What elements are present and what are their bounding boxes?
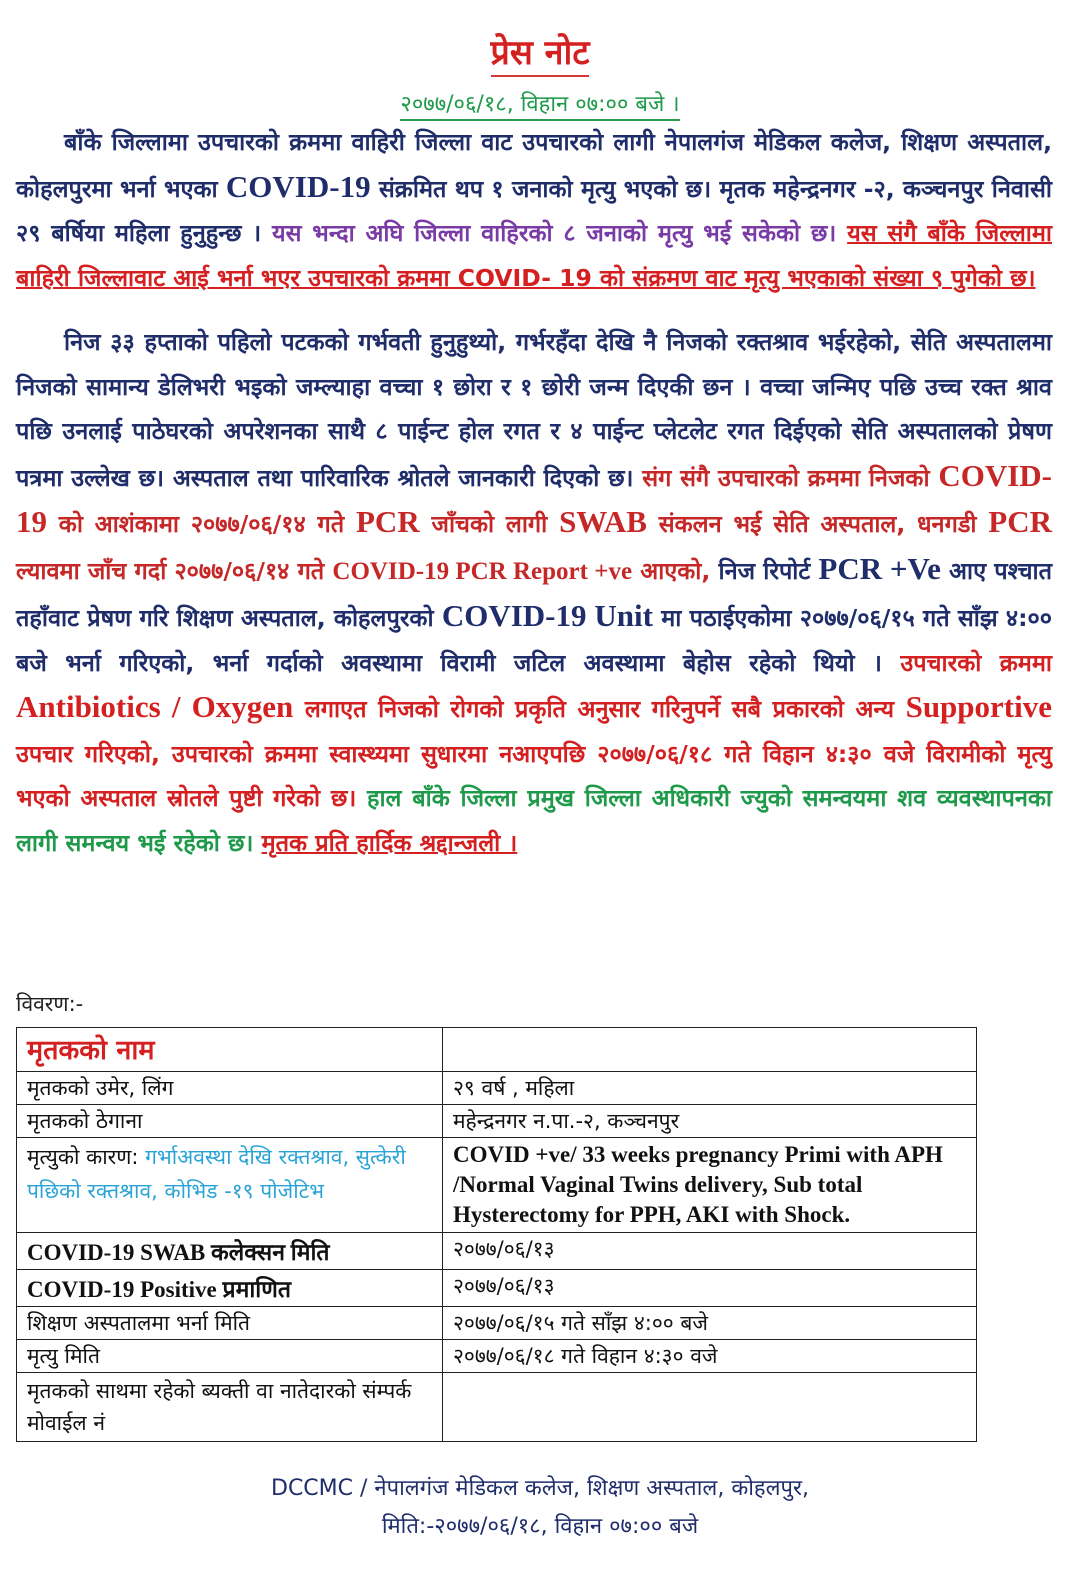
row-key-name: मृतकको नाम	[17, 1028, 443, 1072]
test-text-5: ल्यावमा जाँच गर्दा २०७७/०६/१४ गते	[16, 556, 333, 585]
row-key-positive-date: COVID-19 Positive प्रमाणित	[17, 1270, 443, 1307]
row-value-address: महेन्द्रनगर न.पा.-२, कञ्चनपुर	[443, 1105, 977, 1138]
details-label: विवरण:-	[16, 992, 84, 1016]
covid-term: COVID-19	[225, 168, 371, 204]
row-value-death-date: २०७७/०६/१८ गते विहान ४:३० वजे	[443, 1340, 977, 1373]
summary-text-1: बाँके जिल्लामा उपचारको क्रममा वाहिरी जिल्ला वाट उपचारको लागी नेपालगंज मेडिकल कलेज, शिक्षण अस्पताल, कोहलपुरमा भर्ना भएका	[16, 128, 1052, 203]
history-text: निज ३३ हप्ताको पहिलो पटकको गर्भवती हुनुहुथ्यो, गर्भरहँदा देखि नै निजको रक्तश्राव भईरहेको, सेति अस्पतालमा निजको सामान्य डेलिभरी भइको जम्ल्याहा वच्चा १ छोरा र १ छोरी जन्म दिएकी छन । वच्चा जन्मिए पछि उच्च रक्त श्राव पछि उनलाई पाठेघरको अपरेशनका साथै ८ पाईन्ट होल रगत र ४ पाईन्ट प्लेटलेट रगत दिईएको सेति अस्पतालको प्रेषण पत्रमा उल्लेख छ। अस्पताल तथा पारिवारिक श्रोतले जानकारी दिएको छ।	[16, 328, 1052, 492]
row-value-positive-date: २०७७/०६/१३	[443, 1270, 977, 1307]
date-text: २०७७/०६/१८, विहान ०७:०० बजे ।	[400, 92, 679, 121]
paragraph-details	[16, 320, 1052, 865]
table-row	[17, 1105, 977, 1138]
row-key-death-date: मृत्यु मिति	[17, 1340, 443, 1373]
cause-label: मृत्युको कारण:	[27, 1145, 139, 1169]
table-row	[17, 1270, 977, 1307]
row-key-contact: मृतकको साथमा रहेको ब्यक्ती वा नातेदारको संम्पर्क मोवाईल नं	[17, 1373, 443, 1442]
summary-total-deaths: यस संगै बाँके जिल्लामा बाहिरी जिल्लावाट आई भर्ना भएर उपचारको क्रममा COVID- 19 को संक्रमण वाट मृत्यु भएकाको संख्या ९ पुगेको छ।	[16, 219, 1052, 292]
test-text-3: जाँचको लागी	[419, 510, 560, 538]
deceased-details-table	[16, 1027, 977, 1442]
covid-term: COVID-19	[16, 457, 1052, 539]
table-row	[17, 1233, 977, 1270]
supportive-term: Supportive	[905, 689, 1052, 724]
row-key-cause	[17, 1138, 443, 1233]
row-value-age-sex: २९ वर्ष , महिला	[443, 1072, 977, 1105]
antibiotics-term: Antibiotics / Oxygen	[16, 689, 294, 724]
summary-text-2: संक्रमित थप १ जनाको मृत्यु भएको छ। मृतक महेन्द्रनगर -२, कञ्चनपुर निवासी २९ बर्षिया महिला हुनुहुन्छ ।	[16, 174, 1052, 247]
pcr-term: PCR	[356, 504, 420, 539]
admission-text-2: आए पश्चात तहाँवाट प्रेषण गरि शिक्षण अस्पताल, कोहलपुरको	[16, 556, 1052, 632]
footer-organization: DCCMC / नेपालगंज मेडिकल कलेज, शिक्षण अस्पताल, कोहलपुर,	[271, 1476, 809, 1501]
table-row	[17, 1373, 977, 1442]
row-key-swab-date: COVID-19 SWAB कलेक्सन मिति	[17, 1233, 443, 1270]
cause-note: गर्भाअवस्था देखि रक्तश्राव, सुत्केरी पछिको रक्तश्राव, कोभिड -१९ पोजेटिभ	[27, 1145, 406, 1203]
row-value-swab-date: २०७७/०६/१३	[443, 1233, 977, 1270]
test-text-4: संकलन भई सेति अस्पताल, धनगडी	[646, 510, 989, 538]
row-key-admission-date: शिक्षण अस्पतालमा भर्ना मिति	[17, 1307, 443, 1340]
row-value-contact	[443, 1373, 977, 1442]
row-value-cause: COVID +ve/ 33 weeks pregnancy Primi with APH /Normal Vaginal Twins delivery, Sub total Hysterectomy for PPH, AKI with Shock.	[443, 1138, 977, 1233]
swab-term: SWAB	[559, 504, 647, 539]
press-note-title	[0, 28, 1080, 74]
pcr-report-term: COVID-19 PCR Report +ve	[332, 557, 633, 585]
table-row	[17, 1028, 977, 1072]
footer-date: मिति:-२०७७/०६/१८, विहान ०७:०० बजे	[381, 1514, 699, 1539]
summary-prior-deaths: यस भन्दा अघि जिल्ला वाहिरको ८ जनाको मृत्यु भई सकेको छ।	[261, 219, 837, 247]
press-note-date	[0, 88, 1080, 118]
row-key-age-sex: मृतकको उमेर, लिंग	[17, 1072, 443, 1105]
admission-text-1: निज रिपोर्ट	[710, 556, 819, 585]
title-text: प्रेस नोट	[491, 33, 590, 77]
tribute-text: मृतक प्रति हार्दिक श्रद्दान्जली ।	[261, 828, 518, 857]
paragraph-summary	[16, 120, 1052, 300]
treatment-text-1: उपचारको क्रममा	[881, 648, 1052, 677]
treatment-text-2: लगाएत निजको रोगको प्रकृति अनुसार गरिनुपर्ने सबै प्रकारको अन्य	[293, 695, 906, 723]
table-row	[17, 1307, 977, 1340]
row-key-address: मृतकको ठेगाना	[17, 1105, 443, 1138]
coordination-text: हाल बाँके जिल्ला प्रमुख जिल्ला अधिकारी ज्युको समन्वयमा शव व्यवस्थापनका लागी समन्वय भई रहेको छ।	[16, 784, 1052, 857]
table-row	[17, 1340, 977, 1373]
pcr-term: PCR	[988, 504, 1052, 539]
treatment-text-3: उपचार गरिएको, उपचारको क्रममा स्वास्थ्यमा सुधारमा नआएपछि २०७७/०६/१८ गते विहान ४:३० वजे विरामीको मृत्यु भएको अस्पताल स्रोतले पुष्टी गरेको छ।	[16, 739, 1052, 812]
row-value-admission-date: २०७७/०६/१५ गते साँझ ४:०० बजे	[443, 1307, 977, 1340]
table-row	[17, 1072, 977, 1105]
test-text-6: आएको,	[632, 556, 711, 585]
admission-text-3: मा पठाईएकोमा २०७७/०६/१५ गते साँझ ४:०० बजे भर्ना गरिएको, भर्ना गर्दाको अवस्थामा विरामी जटिल अवस्थामा बेहोस रहेको थियो ।	[16, 604, 1052, 677]
table-row	[17, 1138, 977, 1233]
test-text-2: को आशंकामा २०७७/०६/१४ गते	[47, 510, 356, 538]
pcr-positive-term: PCR +Ve	[818, 550, 941, 586]
row-value-name	[443, 1028, 977, 1072]
test-text-1: संग संगै उपचारको क्रममा निजको	[633, 463, 939, 492]
covid-unit-term: COVID-19 Unit	[441, 598, 653, 633]
